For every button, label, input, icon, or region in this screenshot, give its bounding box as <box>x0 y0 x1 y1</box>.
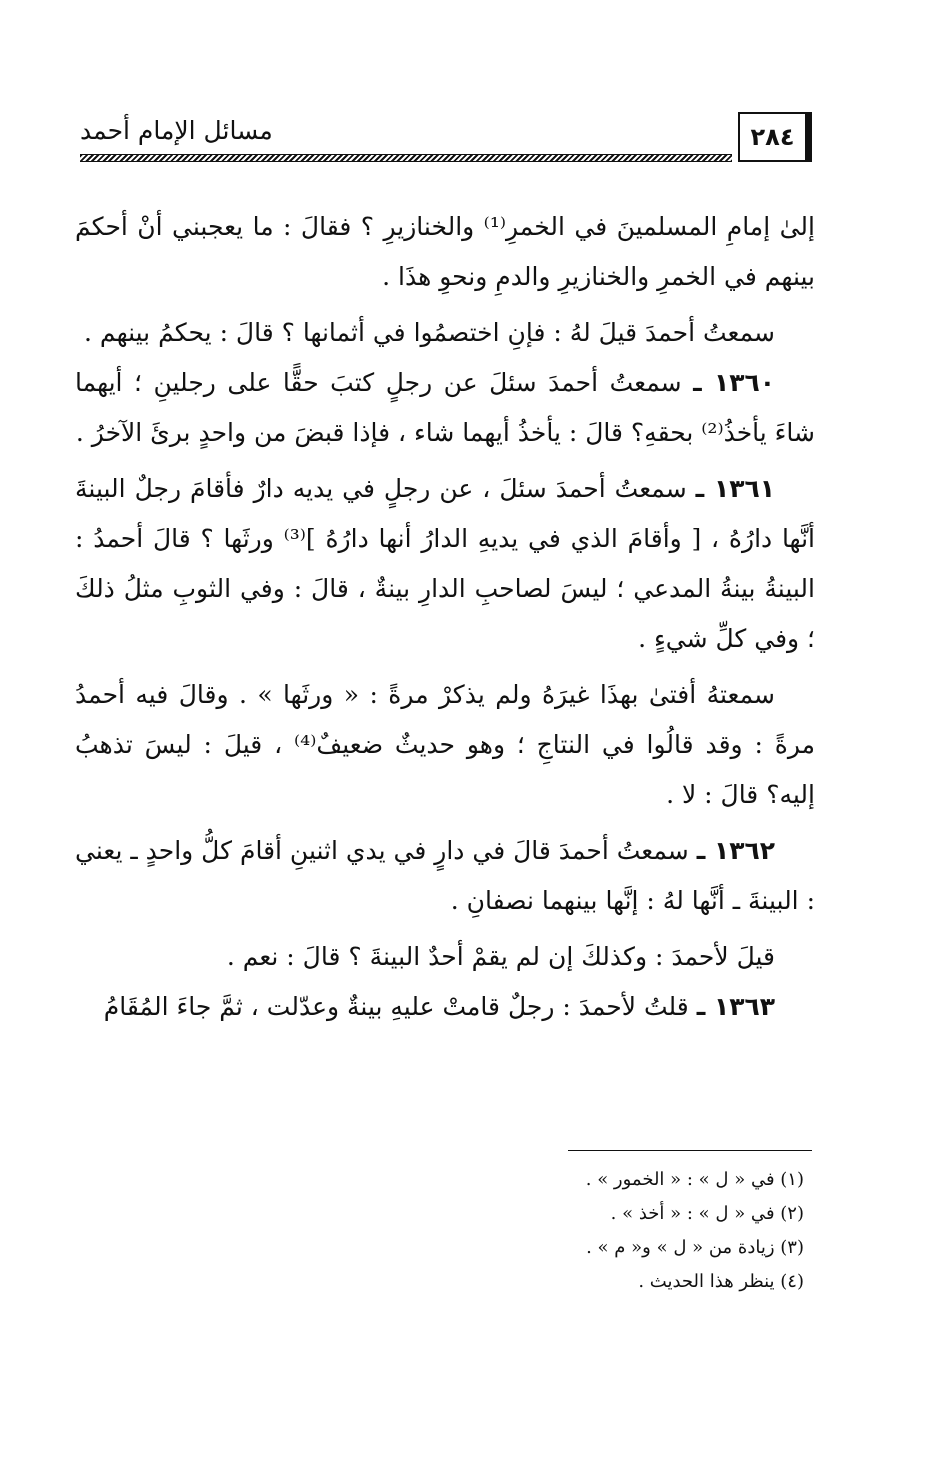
footnote: (٤) ينظر هذا الحديث . <box>638 1271 804 1292</box>
numbered-paragraph <box>75 464 815 664</box>
issue-number: ١٣٦٣ ـ <box>696 992 775 1021</box>
numbered-paragraph <box>75 982 815 1032</box>
paragraph: قيلَ لأحمدَ : وكذلكَ إن لم يقمْ أحدٌ البينةَ ؟ قالَ : نعم . <box>226 942 775 971</box>
paragraph: سمعتهُ أفتىٰ بهذَا غيرَهُ ولم يذكرْ مرةً : « ورثَها » . وقالَ فيه أحمدُ مرةً : وقد قالُوا في النتاجِ ؛ وهو حديثٌ ضعيفٌ⁽⁴⁾ ، قيلَ : ليسَ تذهبُ إليه؟ قالَ : لا . <box>75 680 816 809</box>
numbered-paragraph <box>75 358 815 458</box>
paragraph-text: سمعتُ أحمدَ قالَ في دارٍ في يدي اثنينِ أقامَ كلُّ واحدٍ ـ يعني : البينةَ ـ أنَّها لهُ : إنَّها بينهما نصفانِ . <box>75 836 815 915</box>
header-rule <box>80 154 732 162</box>
issue-number: ١٣٦٠ ـ <box>693 368 775 397</box>
paragraph-text: قلتُ لأحمدَ : رجلٌ قامتْ عليهِ بينةٌ وعدّلت ، ثمَّ جاءَ المُقَامُ <box>103 992 689 1021</box>
page-number: ٢٨٤ <box>738 112 812 162</box>
page-header <box>80 96 812 188</box>
issue-number: ١٣٦١ ـ <box>695 474 775 503</box>
paragraph: إلىٰ إمامِ المسلمينَ في الخمرِ⁽¹⁾ والخنازيرِ ؟ فقالَ : ما يعجبني أنْ أحكمَ بينهم في الخمرِ والخنازيرِ والدمِ ونحوِ هذَا . <box>75 212 815 291</box>
footnotes <box>280 1163 804 1299</box>
main-text <box>75 202 815 1032</box>
paragraph-text: سمعتُ أحمدَ سئلَ ، عن رجلٍ في يديه دارٌ فأقامَ رجلٌ البينةَ أنَّها دارُهُ ، [ وأقامَ الذي في يديهِ الدارُ أنها دارُهُ ]⁽³⁾ ورثَها ؟ قالَ أحمدُ : البينةُ بينةُ المدعي ؛ ليسَ لصاحبِ الدارِ بينةٌ ، قالَ : وفي الثوبِ مثلُ ذلكَ ؛ وفي كلِّ شيءٍ . <box>75 474 815 653</box>
footnote: (١) في « ل » : « الخمور » . <box>585 1169 804 1190</box>
paragraph-text: سمعتُ أحمدَ سئلَ عن رجلٍ كتبَ حقًّا على رجلينِ ؛ أيهما شاءَ يأخذُ⁽²⁾ بحقهِ؟ قالَ : يأخذُ أيهما شاء ، فإذا قبضَ من واحدٍ برئَ الآخرُ . <box>75 368 815 447</box>
footnote: (٣) زيادة من « ل » و« م » . <box>586 1237 804 1258</box>
numbered-paragraph <box>75 826 815 926</box>
paragraph: سمعتُ أحمدَ قيلَ لهُ : فإنِ اختصمُوا في أثمانها ؟ قالَ : يحكمُ بينهم . <box>84 318 775 347</box>
issue-number: ١٣٦٢ ـ <box>696 836 776 865</box>
footnote: (٢) في « ل » : « أخذ » . <box>610 1203 804 1224</box>
footnote-separator <box>568 1150 812 1151</box>
running-title: مسائل الإمام أحمد <box>80 116 273 145</box>
